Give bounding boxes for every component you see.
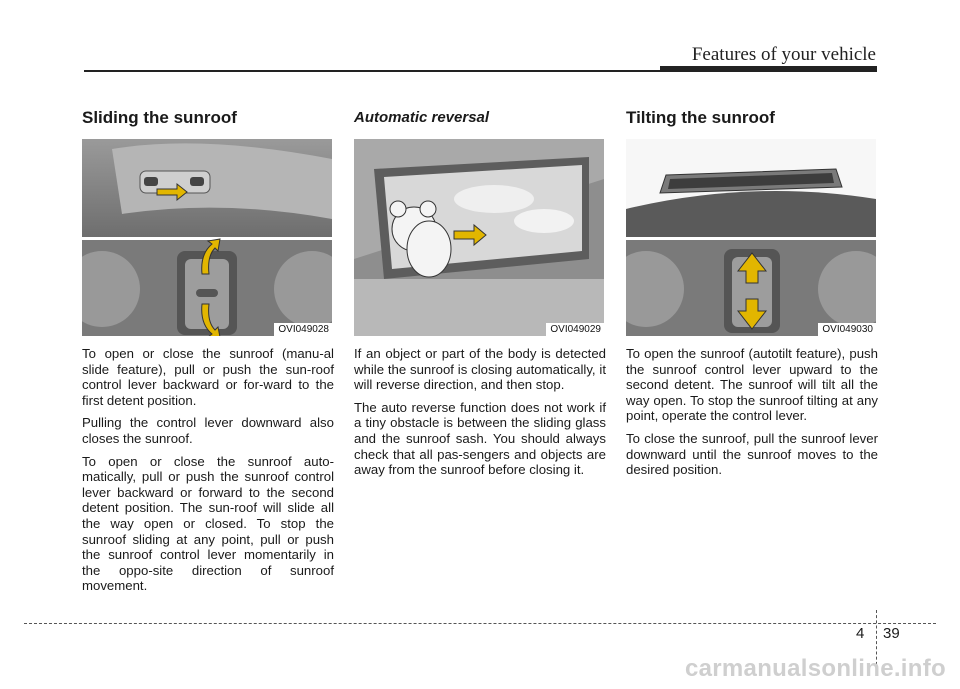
figure-code: OVI049030 (818, 323, 876, 336)
heading-sliding: Sliding the sunroof (82, 108, 237, 127)
heading-auto-reverse: Automatic reversal (354, 109, 490, 126)
chapter-number: 4 (856, 625, 865, 642)
heading-tilting: Tilting the sunroof (626, 108, 775, 127)
paragraph: Pulling the control lever downward also closes the sunroof. (82, 415, 334, 446)
figure-tilting (626, 139, 876, 336)
auto-reverse-illustration (354, 139, 604, 336)
paragraph: To open or close the sunroof (manu-al slide feature), pull or push the sun-roof control lever backward or for-ward to the first detent position. (82, 346, 334, 408)
column-auto-reverse (354, 108, 606, 478)
paragraph: The auto reverse function does not work if a tiny obstacle is between the sliding glass and the sunroof sash. You should always check that all pas-sengers and objects are away from the sunroof before closing it. (354, 399, 606, 478)
figure-sliding (82, 139, 332, 336)
paragraph: To open the sunroof (autotilt feature), push the sunroof control lever upward to the second detent. The sunroof will tilt all the way open. To stop the sunroof tilting at any point, operate the control lever. (626, 346, 878, 424)
figure-auto-reverse (354, 139, 604, 336)
section-title: Features of your vehicle (691, 44, 876, 65)
sliding-sunroof-illustration (82, 139, 332, 336)
header-rule-accent (660, 66, 877, 72)
paragraph: To open or close the sunroof auto-matically, pull or push the sunroof control lever backward or forward to the second detent position. The sun-roof will slide all the way open or closed. To stop the sunroof sliding at any point, pull or push the sunroof control lever momentarily in the oppo-site direction of sunroof movement. (82, 453, 334, 594)
column-sliding (82, 108, 334, 594)
column-tilting (626, 108, 878, 478)
watermark: carmanualsonline.info (684, 655, 946, 682)
page-number: 39 (883, 625, 900, 642)
footer-rule (24, 623, 936, 624)
header-rule (84, 70, 660, 72)
figure-code: OVI049029 (546, 323, 604, 336)
figure-code: OVI049028 (274, 323, 332, 336)
tilting-sunroof-illustration (626, 139, 876, 336)
paragraph: If an object or part of the body is detected while the sunroof is closing automatically, it will reverse direction, and then stop. (354, 346, 606, 393)
paragraph: To close the sunroof, pull the sunroof lever downward until the sunroof moves to the desired position. (626, 430, 878, 478)
